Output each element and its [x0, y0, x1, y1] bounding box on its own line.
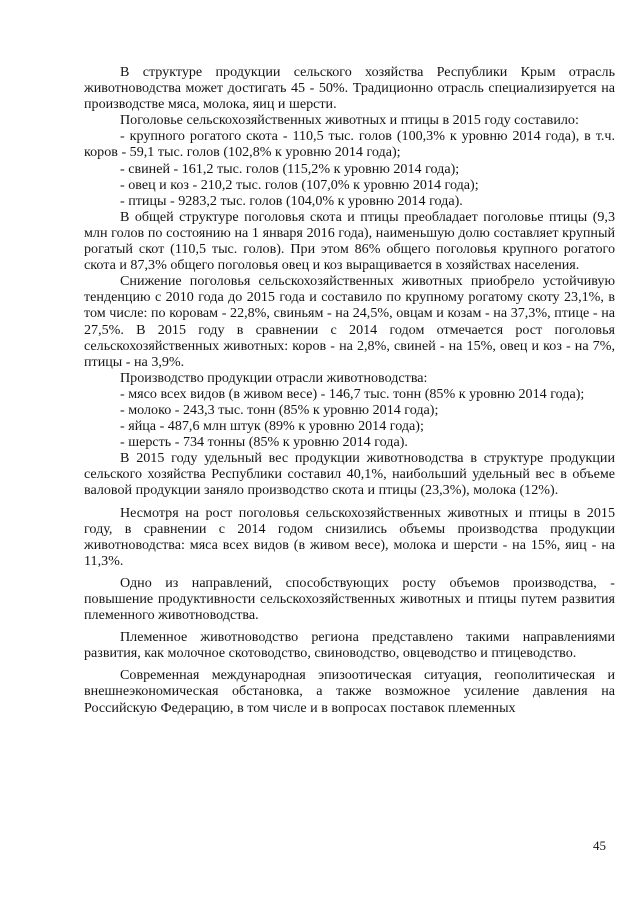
- paragraph-share: В 2015 году удельный вес продукции животноводства в структуре продукции сельского хозяйства Республики составил 40,1%, наибольший удельный вес в объеме валовой продукции заняло производство скота и птицы (23,3%), молока (12%).: [84, 450, 615, 499]
- paragraph-livestock-structure: В общей структуре поголовья скота и птицы преобладает поголовье птицы (9,3 млн голов по состоянию на 1 января 2016 года), наименьшую долю составляет крупный рогатый скот (110,5 тыс. голов). При этом 86% общего поголовья крупного рогатого скота и 87,3% общего поголовья овец и коз выращивается в хозяйствах населения.: [84, 208, 615, 274]
- paragraph-decrease: Несмотря на рост поголовья сельскохозяйственных животных и птицы в 2015 году, в сравнении с 2014 годом снизились объемы производства продукции животноводства: мяса всех видов (в живом весе), молока и шерсти - на 15%, яиц - на 11,3%.: [84, 504, 615, 569]
- paragraph-decline: Снижение поголовья сельскохозяйственных животных приобрело устойчивую тенденцию с 2010 года до 2015 года и составило по крупному рогатому скоту 23,1%, в том числе: по коровам - 22,8%, свиньям - на 24,5%, овцам и козам - на 37,3%, птице - на 27,5%. В 2015 году в сравнении с 2014 годом отмечается рост поголовья сельскохозяйственных животных: коров - на 2,8%, свиней - на 15%, овец и коз - на 7%, птицы - на 3,9%.: [84, 273, 615, 370]
- list-item-eggs: - яйца - 487,6 млн штук (89% к уровню 2014 года);: [120, 418, 424, 435]
- list-item-cattle: - крупного рогатого скота - 110,5 тыс. голов (100,3% к уровню 2014 года), в т.ч. коров - 59,1 тыс. голов (102,8% к уровню 2014 года);: [84, 128, 615, 161]
- list-item-sheep-goats: - овец и коз - 210,2 тыс. голов (107,0% к уровню 2014 года);: [120, 176, 479, 193]
- paragraph-breeding-direction: Одно из направлений, способствующих росту объемов производства, - повышение продуктивности сельскохозяйственных животных и птицы путем развития племенного животноводства.: [84, 574, 615, 624]
- list-item-wool: - шерсть - 734 тонны (85% к уровню 2014 года).: [120, 434, 408, 451]
- paragraph-livestock-intro: Поголовье сельскохозяйственных животных и птицы в 2015 году составило:: [120, 112, 579, 129]
- paragraph-production-intro: Производство продукции отрасли животноводства:: [120, 369, 428, 386]
- list-item-pigs: - свиней - 161,2 тыс. голов (115,2% к уровню 2014 года);: [120, 160, 460, 177]
- paragraph-situation: Современная международная эпизоотическая ситуация, геополитическая и внешнеэкономическая обстановка, а также возможное усиление давления на Российскую Федерацию, в том числе и в вопросах поставок племенных: [84, 667, 615, 716]
- page-number: 45: [593, 838, 606, 853]
- list-item-poultry: - птицы - 9283,2 тыс. голов (104,0% к уровню 2014 года).: [120, 192, 463, 209]
- list-item-milk: - молоко - 243,3 тыс. тонн (85% к уровню 2014 года);: [120, 401, 439, 418]
- paragraph-breeding-region: Племенное животноводство региона представлено такими направлениями развития, как молочное скотоводство, свиноводство, овцеводство и птицеводство.: [84, 629, 615, 662]
- paragraph-structure: В структуре продукции сельского хозяйства Республики Крым отрасль животноводства может достигать 45 - 50%. Традиционно отрасль специализируется на производстве мяса, молока, яиц и шерсти.: [84, 64, 615, 113]
- list-item-meat: - мясо всех видов (в живом весе) - 146,7 тыс. тонн (85% к уровню 2014 года);: [120, 385, 585, 402]
- document-body: [84, 64, 615, 716]
